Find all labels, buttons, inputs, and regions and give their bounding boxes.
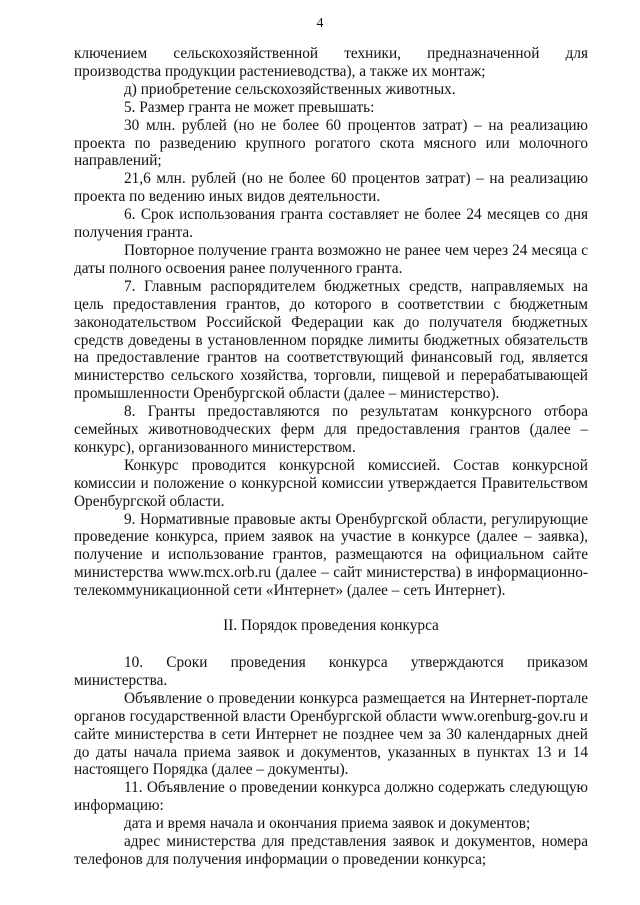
paragraph-4-g-continuation: ключением сельскохозяйственной техники, предназначенной для производства продукции растениеводства), а также их монтаж; [74,45,588,80]
paragraph-6: 6. Срок использования гранта составляет не более 24 месяцев со дня получения гранта. [74,206,588,242]
section-heading: II. Порядок проведения конкурса [223,617,439,635]
paragraph-6-repeat: Повторное получение гранта возможно не ранее чем через 24 месяца с даты полного освоения ранее полученного гранта. [74,241,588,277]
paragraph-10: 10. Сроки проведения конкурса утверждаются приказом министерства. [74,654,588,689]
paragraph-7: 7. Главным распорядителем бюджетных средств, направляемых на цель предоставления грантов, до которого в соответствии с бюджетным законодательством Российской Федерации как до получателя бюджетных средств доведены в установленном порядке лимиты бюджетных обязательств на предоставление грантов на соответствующий финансовый год, является министерство сельского хозяйства, торговли, пищевой и перерабатывающей промышленности Оренбургской области (далее – министерство). [74,277,588,403]
paragraph-11: 11. Объявление о проведении конкурса должно содержать следующую информацию: [74,779,588,815]
page-number: 4 [316,16,324,31]
paragraph-8-commission: Конкурс проводится конкурсной комиссией. Состав конкурсной комиссии и положение о конкурсной комиссии утверждается Правительством Оренбургской области. [74,456,588,510]
paragraph-11-address: адрес министерства для представления заявок и документов, номера телефонов для получения информации о проведении конкурса; [74,833,588,868]
paragraph-5-30mln: 30 млн. рублей (но не более 60 процентов затрат) – на реализацию проекта по разведению крупного рогатого скота мясного или молочного направлений; [74,116,588,170]
paragraph-4-d: д) приобретение сельскохозяйственных животных. [124,80,456,98]
paragraph-5-21mln: 21,6 млн. рублей (но не более 60 процентов затрат) – на реализацию проекта по ведению иных видов деятельности. [74,170,588,206]
paragraph-10-announcement: Объявление о проведении конкурса размещается на Интернет-портале органов государственной власти Оренбургской области www.orenburg-gov.ru и сайте министерства в сети Интернет не позднее чем за 30 календарных дней до даты начала приема заявок и документов, указанных в пунктах 13 и 14 настоящего Порядка (далее – документы). [74,689,588,779]
paragraph-5: 5. Размер гранта не может превышать: [124,98,375,116]
paragraph-9: 9. Нормативные правовые акты Оренбургской области, регулирующие проведение конкурса, прием заявок на участие в конкурсе (далее – заявка), получение и использование грантов, размещаются на официальном сайте министерства www.mcx.orb.ru (далее – сайт министерства) в информационно-телекоммуникационной сети «Интернет» (далее – сеть Интернет). [74,510,588,600]
paragraph-11-dates: дата и время начала и окончания приема заявок и документов; [124,815,531,833]
paragraph-8: 8. Гранты предоставляются по результатам конкурсного отбора семейных животноводческих ферм для предоставления грантов (далее – конкурс), организованного министерством. [74,403,588,456]
document-body [74,45,588,869]
